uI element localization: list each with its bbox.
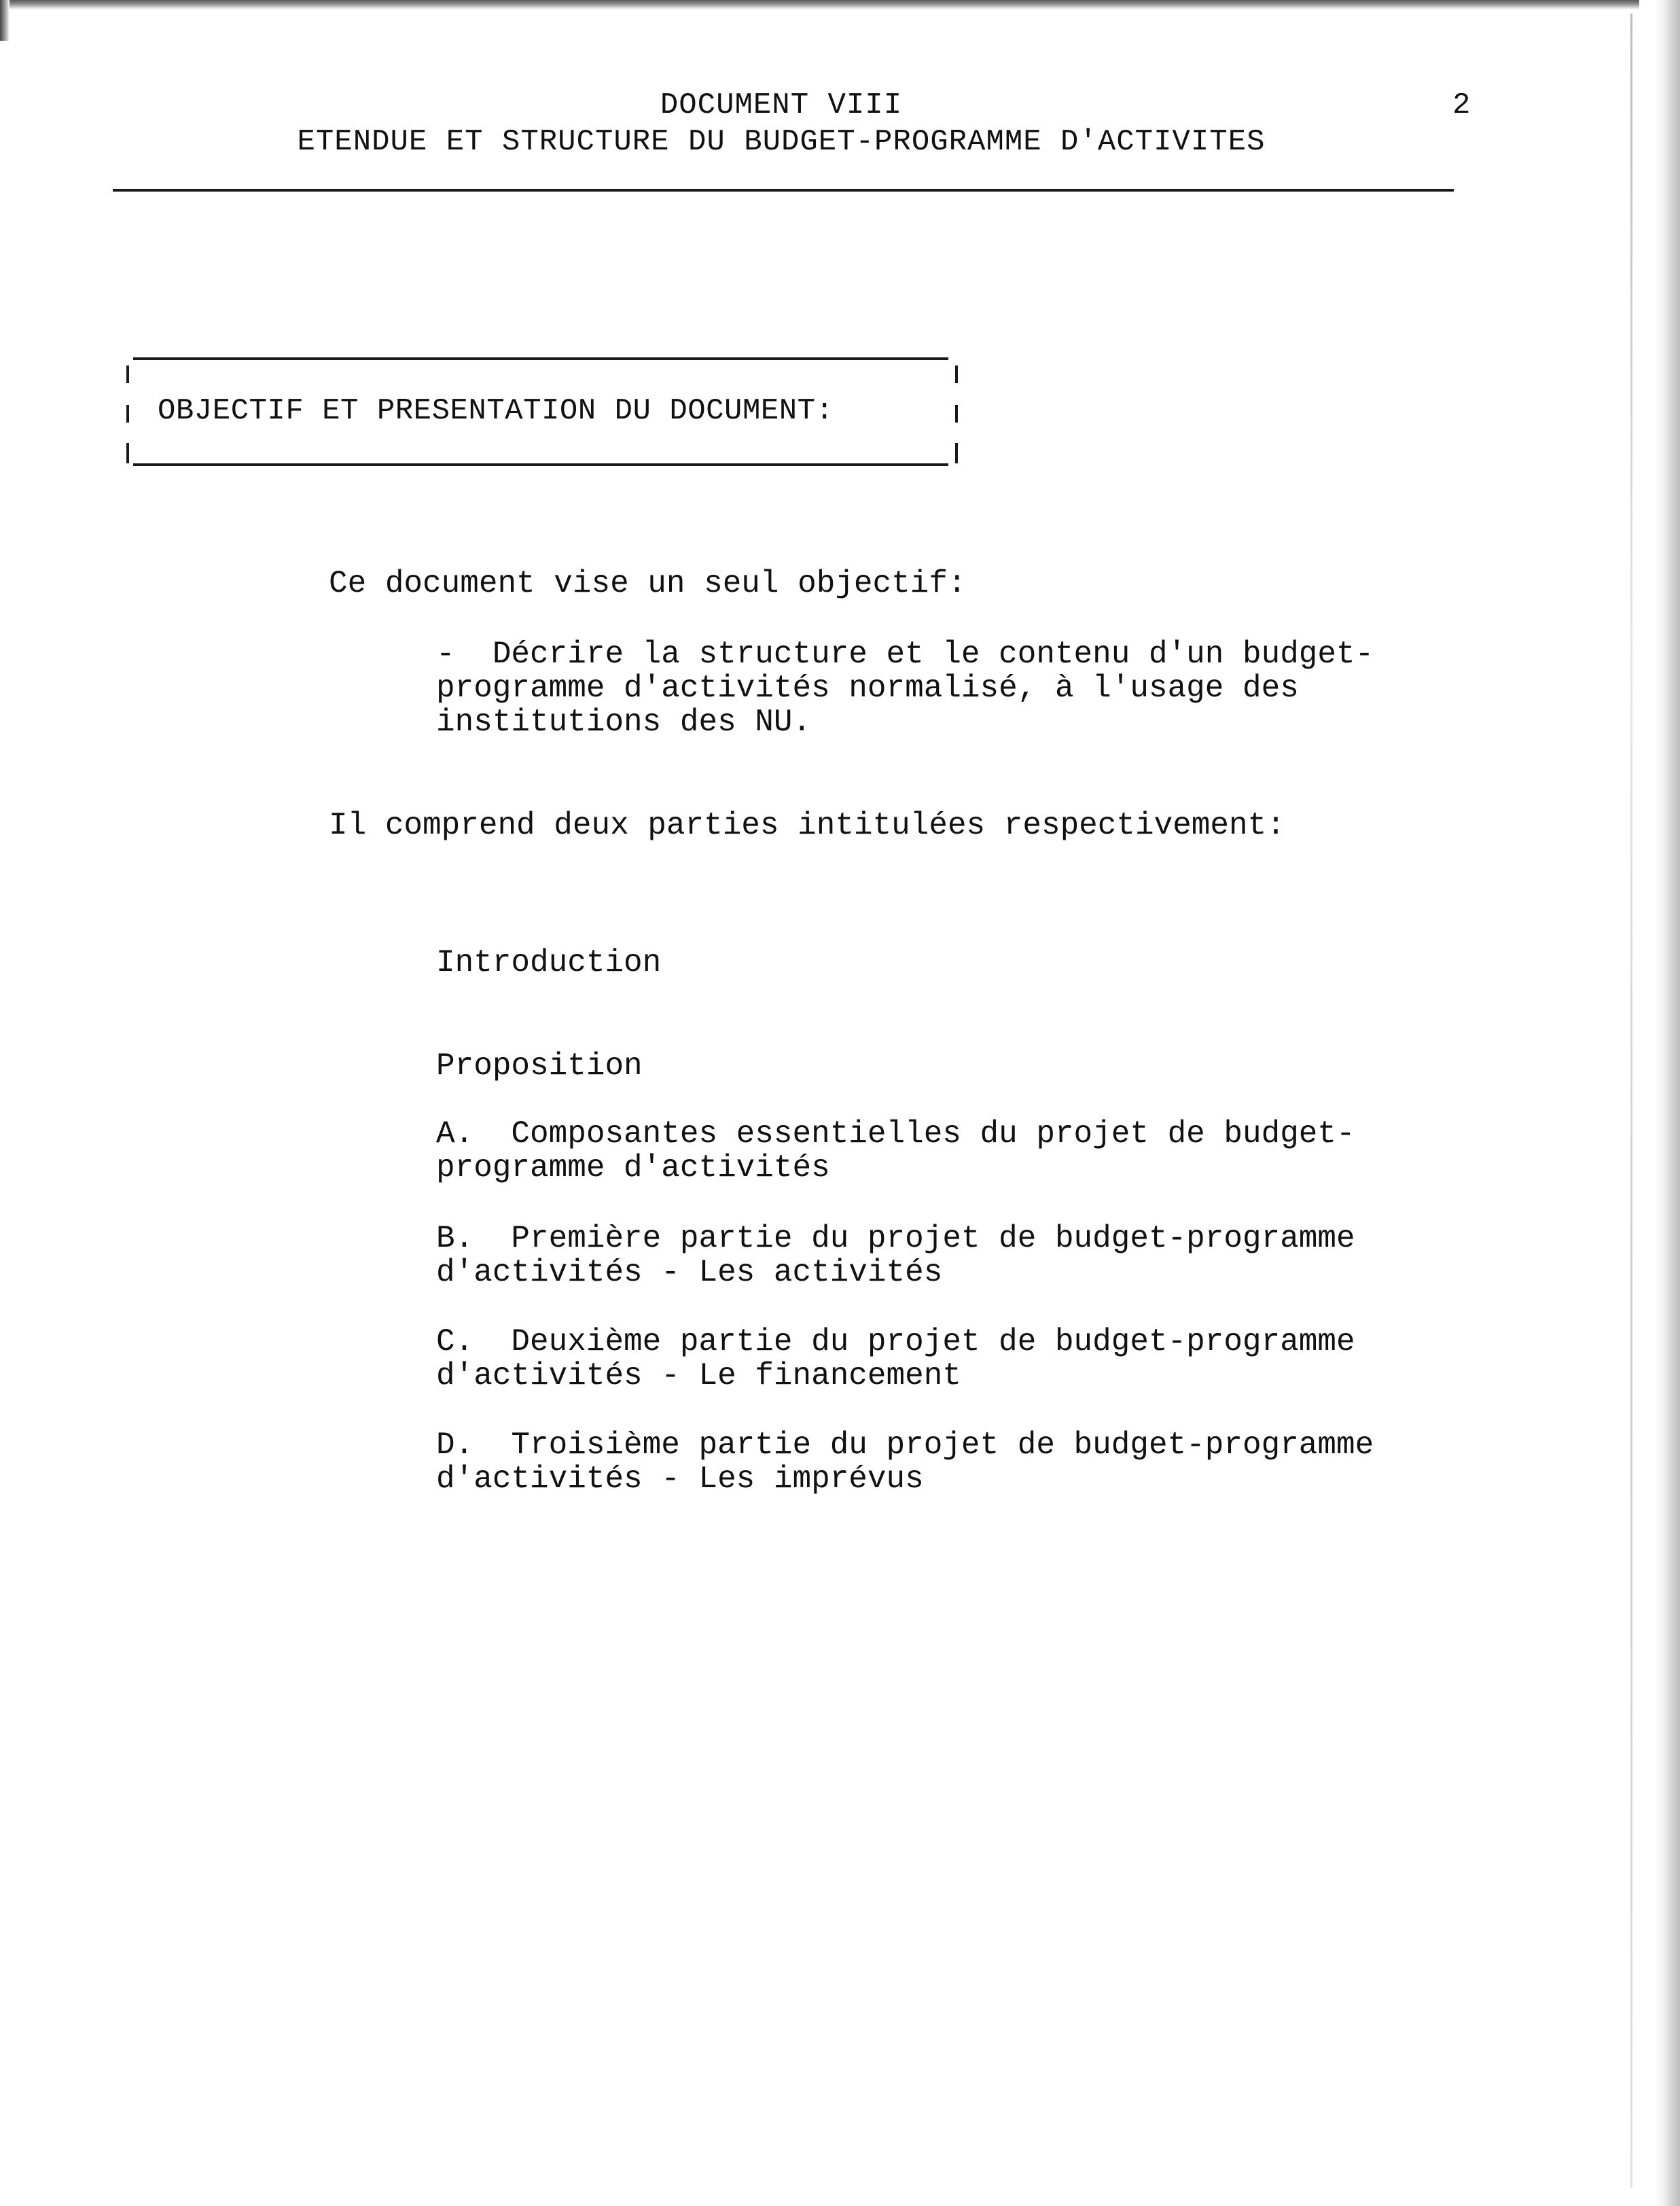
title-box-left-mark-bottom [126, 443, 129, 463]
scan-edge-right [1639, 0, 1680, 2206]
scan-edge-line [1630, 14, 1632, 2188]
header-divider [113, 189, 1454, 192]
objective-line-3: institutions des NU. [436, 705, 812, 740]
part-proposition: Proposition [436, 1048, 643, 1084]
objective-line-2: programme d'activités normalisé, à l'usage des [436, 671, 1299, 706]
scan-edge-top [0, 0, 1680, 10]
title-box-right-mark-bottom [955, 443, 958, 463]
title-box-top-rule [133, 357, 948, 360]
title-box-right-mark-middle [955, 405, 958, 423]
title-box-bottom-rule [133, 463, 948, 466]
title-box-left-mark-top [126, 366, 129, 383]
proposition-item-b-line-1: B. Première partie du projet de budget-programme [436, 1221, 1355, 1256]
proposition-item-d-line-2: d'activités - Les imprévus [436, 1461, 924, 1497]
objective-intro: Ce document vise un seul objectif: [329, 566, 967, 601]
document-title: ETENDUE ET STRUCTURE DU BUDGET-PROGRAMME D'ACTIVITES [297, 125, 1266, 159]
proposition-item-d-line-1: D. Troisième partie du projet de budget-programme [436, 1427, 1374, 1463]
document-header [109, 87, 1454, 160]
proposition-item-a-line-2: programme d'activités [436, 1150, 830, 1186]
objective-line-1: - Décrire la structure et le contenu d'un budget- [436, 637, 1374, 672]
title-box-right-mark-top [955, 366, 958, 383]
title-box-left-mark-middle [126, 405, 129, 423]
proposition-item-c-line-2: d'activités - Le financement [436, 1358, 961, 1393]
part-introduction: Introduction [436, 945, 662, 980]
parts-intro: Il comprend deux parties intitulées respectivement: [329, 808, 1285, 843]
page-number: 2 [1452, 88, 1471, 122]
scan-edge-corner [0, 0, 10, 41]
section-title: OBJECTIF ET PRESENTATION DU DOCUMENT: [158, 394, 834, 428]
document-number: DOCUMENT VIII [660, 88, 903, 122]
proposition-item-c-line-1: C. Deuxième partie du projet de budget-programme [436, 1324, 1355, 1359]
proposition-item-b-line-2: d'activités - Les activités [436, 1255, 943, 1290]
proposition-item-a-line-1: A. Composantes essentielles du projet de budget- [436, 1116, 1355, 1152]
